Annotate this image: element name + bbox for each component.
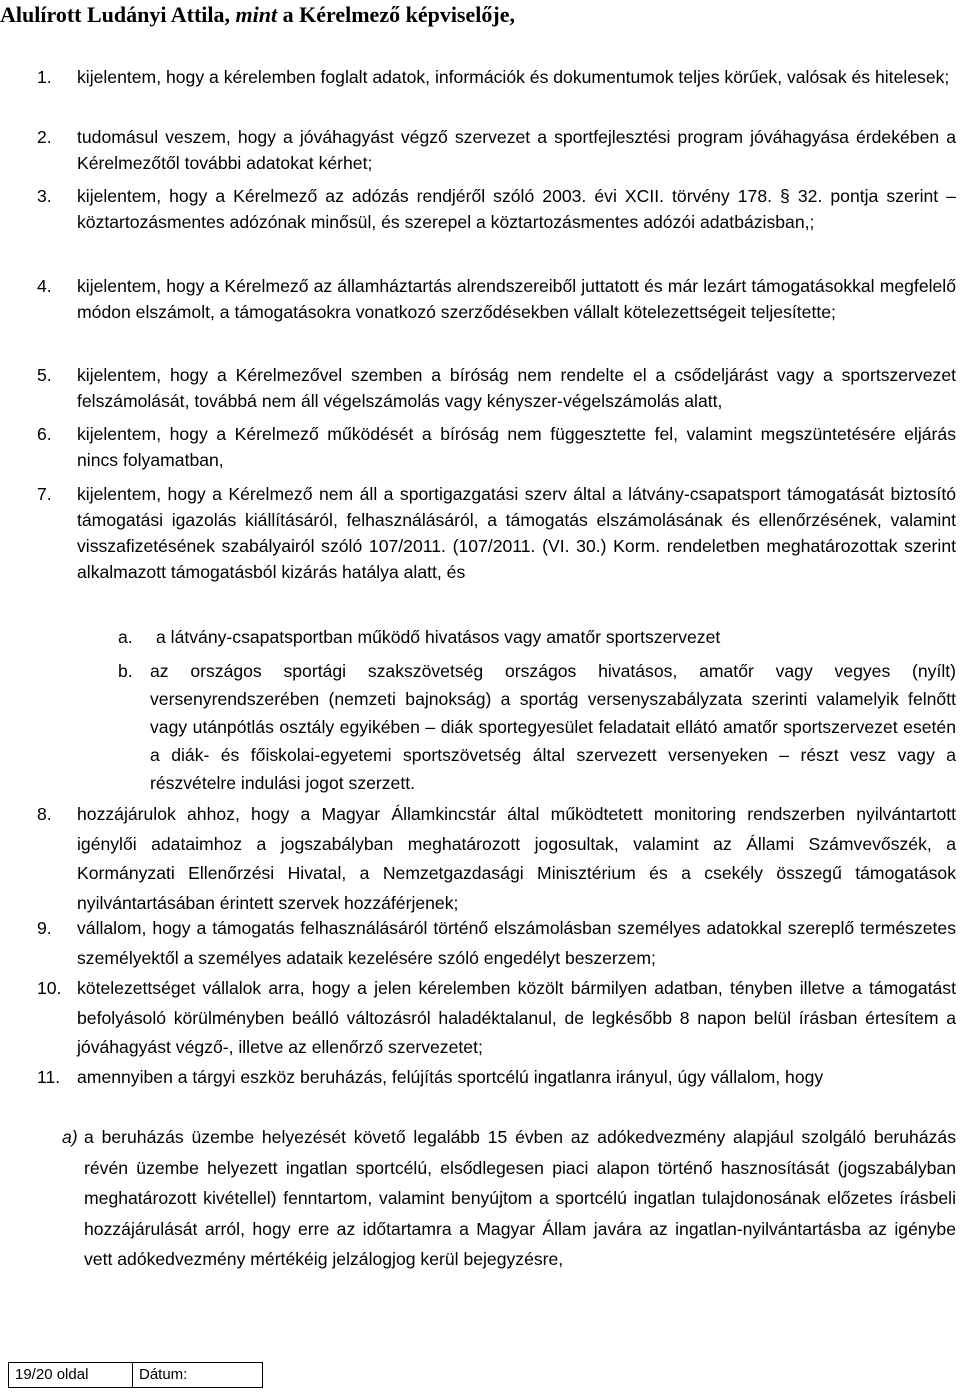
item-number: 5. [37,365,52,385]
sub-item-letter: a) [62,1127,78,1147]
declaration-item-10 [0,974,956,1063]
declaration-item-3 [0,183,956,235]
item-number: 10. [37,978,62,998]
page-footer [8,1362,263,1388]
item-text: vállalom, hogy a támogatás felhasználásáról történő elszámolásban személyes adatokkal szereplő természetes személyektől a személyes adataik kezelésére szóló engedélyt beszerzem; [77,918,956,968]
item-text [77,64,956,90]
declaration-item-2 [0,124,956,176]
item-text: amennyiben a tárgyi eszköz beruházás, felújítás sportcélú ingatlanra irányul, úgy vállalom, hogy [77,1067,824,1087]
date-label: Dátum: [139,1366,188,1383]
sub-item-a [0,624,956,650]
heading-italic: mint [235,2,278,27]
declaration-item-11 [0,1063,956,1093]
sub-item-a-paren [0,1122,956,1275]
item-text: kijelentem, hogy a Kérelmező az államháztartás alrendszereiből juttatott és már lezárt támogatásokkal megfelelő módon elszámolt, a támogatásokra vonatkozó szerződésekben vállalt kötelezettségeit teljesítette; [77,276,956,322]
item-text: tudomásul veszem, hogy a jóváhagyást végző szervezet a sportfejlesztési program jóváhagyása érdekében a Kérelmezőtől további adatokat kérhet; [77,127,956,173]
declaration-item-6 [0,421,956,473]
item-text: kijelentem, hogy a Kérelmező az adózás rendjéről szóló 2003. évi XCII. törvény 178. § 32. pontja szerint –köztartozásmentes adózónak minősül, és szerepel a köztartozásmentes adózói adatbázisban,; [77,186,956,232]
item-number: 3. [37,186,52,206]
sub-item-b [0,657,956,797]
item-number: 11. [37,1067,61,1087]
item-text: hozzájárulok ahhoz, hogy a Magyar Államkincstár által működtetett monitoring rendszerben nyilvántartott igénylői adataimhoz a jogszabályban meghatározott jogosultak, valamint az Állami Számvevőszék, a Kormányzati Ellenőrzési Hivatal, a Nemzetgazdasági Minisztérium és a csekély összegű támogatások nyilvántartásában érintett szervek hozzáférjenek; [77,804,956,913]
item-text-content: kijelentem, hogy a kérelemben foglalt adatok, információk és dokumentumok teljes körűek, valósak és hitelesek; [77,67,950,87]
date-field[interactable] [133,1363,263,1387]
item-number: 6. [37,424,52,444]
item-text: kijelentem, hogy a Kérelmező nem áll a sportigazgatási szerv által a látvány-csapatsport támogatását biztosító támogatási igazolás kiállításáról, felhasználásáról, a támogatás elszámolásának és ellenőrzésének, valamint visszafizetésének szabályairól szóló 107/2011. (107/2011. (VI. 30.) Korm. rendeletben meghatározottak szerint alkalmazott támogatásból kizárás hatálya alatt, és [77,484,956,582]
sub-item-text: a látvány-csapatsportban működő hivatásos vagy amatőr sportszervezet [156,627,721,647]
page-number: 19/20 oldal [9,1363,133,1387]
item-text: kijelentem, hogy a Kérelmező működését a bíróság nem függesztette fel, valamint megszüntetésére eljárás nincs folyamatban, [77,424,956,470]
declarant-heading [0,2,515,28]
item-number: 7. [37,484,52,504]
item-number: 2. [37,127,52,147]
sub-item-text [84,1122,956,1275]
declaration-item-1 [0,64,956,90]
item-number: 4. [37,276,52,296]
sub-item-text: az országos sportági szakszövetség országos hivatásos, amatőr vagy vegyes (nyílt) versenyrendszerében (nemzeti bajnokság) a sportág versenyszabályzata szerinti valamelyik felnőtt vagy utánpótlás osztály egyikében – diák sportegyesület feladatait ellátó amatőr sportszervezet esetén a diák- és főiskolai-egyetemi sportszövetség által szervezett versenyeken – részt vesz vagy a részvételre indulási jogot szerzett. [150,661,956,793]
declaration-item-8 [0,800,956,918]
declaration-item-7 [0,481,956,585]
item-text: kijelentem, hogy a Kérelmezővel szemben a bíróság nem rendelte el a csődeljárást vagy a sportszervezet felszámolását, továbbá nem áll végelszámolás vagy kényszer-végelszámolás alatt, [77,365,956,411]
heading-prefix: Alulírott Ludányi Attila, [0,2,236,27]
item-number: 9. [37,918,52,938]
declaration-item-4 [0,273,956,325]
declaration-item-5 [0,362,956,414]
item-number: 8. [37,804,52,824]
declaration-item-9 [0,914,956,973]
sub-item-letter: a. [118,627,133,647]
sub-item-text-content: a beruházás üzembe helyezését követő legalább 15 évben az adókedvezmény alapjául szolgáló beruházás révén üzembe helyezett ingatlan sportcélú, elsődlegesen piaci alapon történő hasznosítását (jogszabályban meghatározott kivétellel) fenntartom, valamint benyújtom a sportcélú ingatlan tulajdonosának előzetes írásbeli hozzájárulását arról, hogy erre az időtartamra a Magyar Állam javára az ingatlan-nyilvántartásba az igénybe vett adókedvezmény mértékéig jelzálogjog kerül bejegyzésre, [84,1127,956,1269]
heading-suffix: a Kérelmező képviselője, [277,2,515,27]
item-text: kötelezettséget vállalok arra, hogy a jelen kérelemben közölt bármilyen adatban, tényben illetve a támogatást befolyásoló körülményben beálló változásról haladéktalanul, de legkésőbb 8 napon belül írásban értesítem a jóváhagyást végző-, illetve az ellenőrző szervezetet; [77,978,956,1057]
item-number: 1. [37,67,52,87]
sub-item-letter: b. [118,661,133,681]
